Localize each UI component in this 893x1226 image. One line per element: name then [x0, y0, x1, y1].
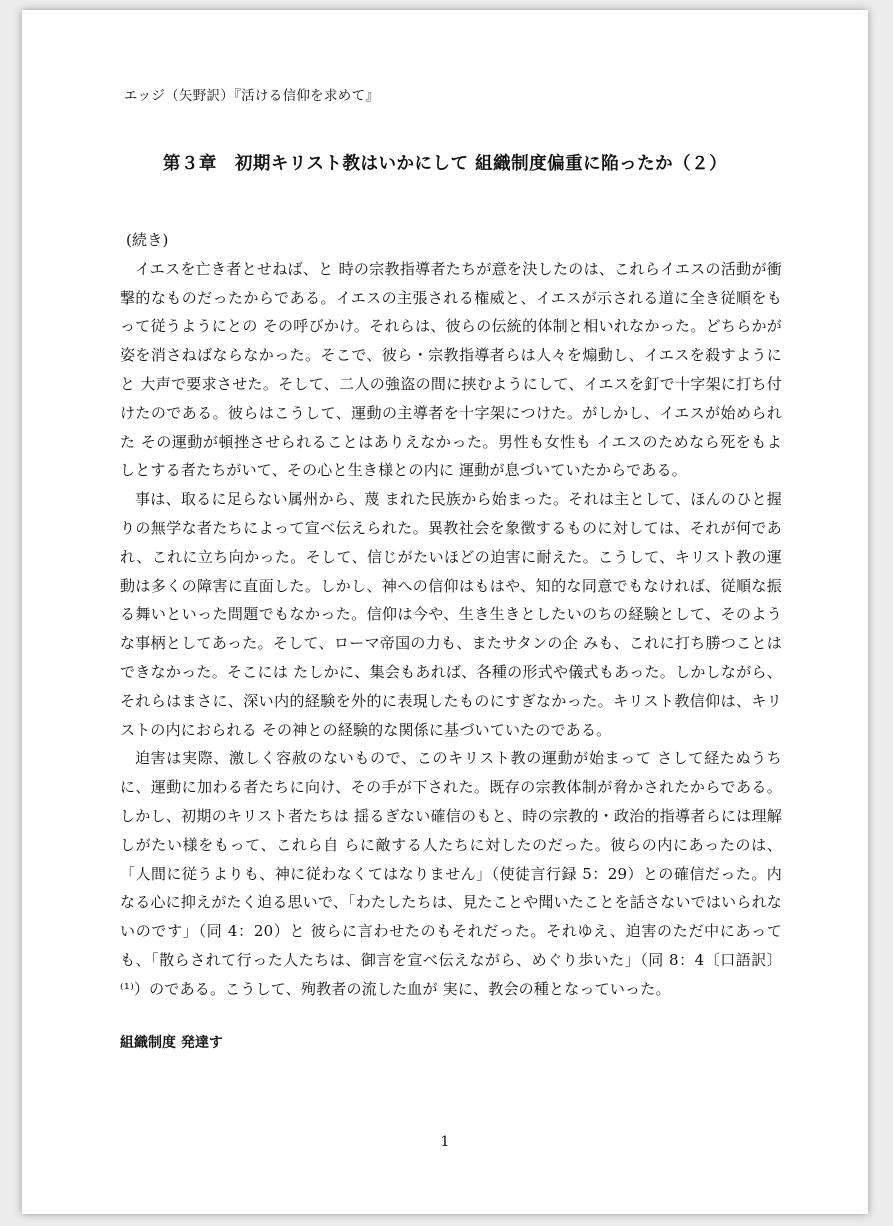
- section-heading: 組織制度 発達す: [120, 1035, 223, 1051]
- document-page: [22, 10, 868, 1214]
- page-number: 1: [440, 1134, 450, 1150]
- paragraph-1: イエスを亡き者とせねば、と 時の宗教指導者たちが意を決したのは、これらイエスの活動が衝撃的なものだったからである。イエスの主張される権威と、イエスが示される道に全き従順をもって従うようにとの その呼びかけ。それらは、彼らの伝統的体制と相いれなかった。どちらかが姿を消さねばならなかった。そこで、彼ら・宗教指導者らは人々を煽動し、イエスを殺すようにと 大声で要求させた。そして、二人の強盗の間に挟むようにして、イエスを釘で十字架に打ち付けたのである。彼らはこうして、運動の主導者を十字架につけた。がしかし、イエスが始められた その運動が頓挫させられることはありえなかった。男性も女性も イエスのためなら死をもよしとする者たちがいて、その心と生き様との内に 運動が息づいていたからである。: [120, 259, 782, 480]
- chapter-title: 第３章 初期キリスト教はいかにして 組織制度偏重に陥ったか（２）: [162, 154, 728, 174]
- running-header: エッジ（矢野訳）『活ける信仰を求めて』: [124, 88, 380, 104]
- paragraph-3: 迫害は実際、激しく容赦のないもので、このキリスト教の運動が始まって さして経たぬうちに、運動に加わる者たちに向け、その手が下された。既存の宗教体制が脅かされたからである。しかし、初期のキリスト者たちは 揺るぎない確信のもと、時の宗教的・政治的指導者らには理解しがたい様をもって、これら自 らに敵する人たちに対したのだった。彼らの内にあったのは、「人間に従うよりも、神に従わなくてはなりません」（使徒言行録 5：29）との確信だった。内なる心に抑えがたく迫る思いで、「わたしたちは、見たことや聞いたことを話さないではいられないのです」（同 4：20）と 彼らに言わせたのもそれだった。それゆえ、迫害のただ中にあっても、「散らされて行った人たちは、御言を宣べ伝えながら、めぐり歩いた」（同 8：4〔口語訳〕⁽¹⁾）のである。こうして、殉教者の流した血が 実に、教会の種となっていった。: [120, 749, 783, 998]
- body-text: [120, 226, 782, 1004]
- continued-label: (続き): [126, 231, 169, 249]
- paragraph-2: 事は、取るに足らない属州から、蔑 まれた民族から始まった。それは主として、ほんのひと握りの無学な者たちによって宣べ伝えられた。異教社会を象徴するものに対しては、それが何であれ、これに立ち向かった。そして、信じがたいほどの迫害に耐えた。こうして、キリスト教の運動は多くの障害に直面した。しかし、神への信仰はもはや、知的な同意でもなければ、従順な振る舞いといった問題でもなかった。信仰は今や、生き生きとしたいのちの経験として、そのような事柄としてあった。そして、ローマ帝国の力も、またサタンの企 みも、これに打ち勝つことはできなかった。そこには たしかに、集会もあれば、各種の形式や儀式もあった。しかしながら、それらはまさに、深い内的経験を外的に表現したものにすぎなかった。キリスト教信仰は、キリストの内におられる その神との経験的な関係に基づいていたのである。: [120, 490, 782, 739]
